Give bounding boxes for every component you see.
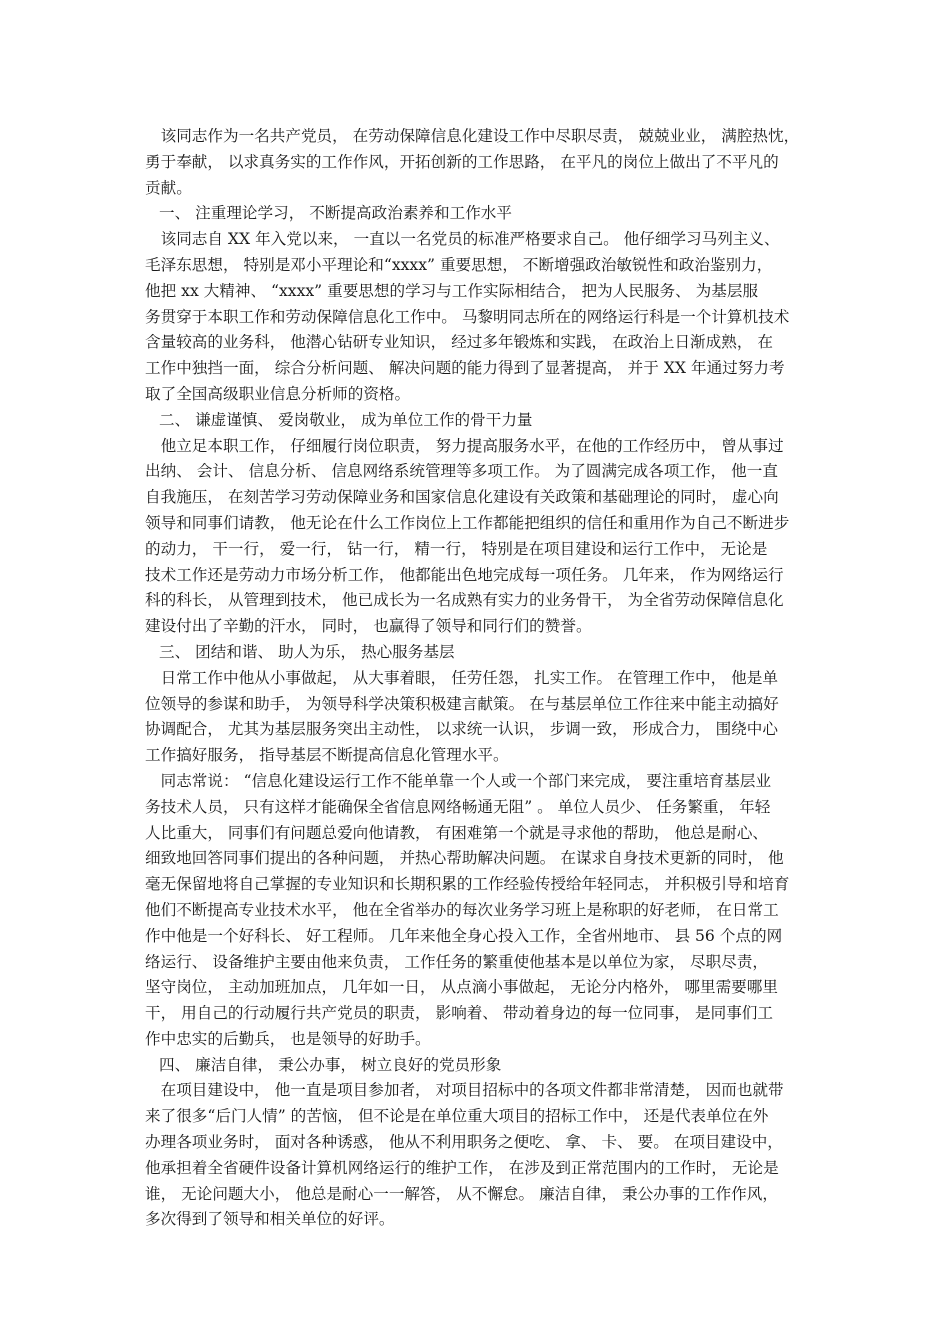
text-line: 他把 xx 大精神、 “xxxx” 重要思想的学习与工作实际相结合， 把为人民服务、 为基层服	[145, 281, 759, 300]
text-line: 贡献。	[145, 178, 192, 197]
text-line: 该同志作为一名共产党员， 在劳动保障信息化建设工作中尽职尽责， 兢兢业业， 满腔热忱，	[145, 127, 800, 145]
text-line: 科的科长， 从管理到技术， 他已成长为一名成熟有实力的业务骨干， 为全省劳动保障信息化	[145, 591, 784, 610]
text-line: 技术工作还是劳动力市场分析工作， 他都能出色地完成每一项任务。 几年来， 作为网络运行	[145, 565, 784, 584]
text-line: 干， 用自己的行动履行共产党员的职责， 影响着、 带动着身边的每一位同事， 是同事们工	[145, 1004, 773, 1023]
section-heading: 四、 廉洁自律， 秉公办事， 树立良好的党员形象	[159, 1055, 502, 1074]
text-line: 多次得到了领导和相关单位的好评。	[145, 1210, 395, 1229]
text-line: 人比重大， 同事们有问题总爱向他请教， 有困难第一个就是寻求他的帮助， 他总是耐心、	[145, 823, 769, 842]
text-line: 坚守岗位， 主动加班加点， 几年如一日， 从点滴小事做起， 无论分内格外， 哪里需要哪里	[145, 978, 778, 997]
section-heading: 一、 注重理论学习， 不断提高政治素养和工作水平	[159, 204, 512, 223]
text-line: 办理各项业务时， 面对各种诱惑， 他从不利用职务之便吃、 拿、 卡、 要。 在项目建设中，	[145, 1133, 783, 1152]
text-line: 取了全国高级职业信息分析师的资格。	[145, 384, 411, 403]
text-line: 领导和同事们请教， 他无论在什么工作岗位上工作都能把组织的信任和重用作为自己不断进步	[145, 513, 790, 532]
text-line: 作中他是一个好科长、 好工程师。 几年来他全身心投入工作，全省州地市、 县 56 个点的网	[145, 926, 783, 945]
text-line: 络运行、 设备维护主要由他来负责， 工作任务的繁重使他基本是以单位为家， 尽职尽责，	[145, 952, 769, 971]
text-line: 务技术人员， 只有这样才能确保全省信息网络畅通无阻” 。 单位人员少、 任务繁重， 年轻	[145, 797, 771, 816]
text-line: 毛泽东思想， 特别是邓小平理论和“xxxx” 重要思想， 不断增强政治敏锐性和政治鉴别力，	[145, 255, 773, 274]
text-line: 毫无保留地将自己掌握的专业知识和长期积累的工作经验传授给年轻同志， 并积极引导和培育	[145, 875, 790, 894]
text-line: 协调配合， 尤其为基层服务突出主动性， 以求统一认识， 步调一致， 形成合力， 围绕中心	[145, 720, 778, 739]
text-line: 在项目建设中， 他一直是项目参加者， 对项目招标中的各项文件都非常清楚， 因而也就带	[145, 1081, 784, 1100]
text-line: 他承担着全省硬件设备计算机网络运行的维护工作， 在涉及到正常范围内的工作时， 无论是	[145, 1158, 779, 1177]
text-line: 谁， 无论问题大小， 他总是耐心一一解答， 从不懈怠。 廉洁自律， 秉公办事的工作作风，	[145, 1184, 778, 1203]
text-line: 位领导的参谋和助手， 为领导科学决策积极建言献策。 在与基层单位工作往来中能主动搞好	[145, 694, 779, 713]
section-heading: 二、 谦虚谨慎、 爱岗敬业， 成为单位工作的骨干力量	[159, 410, 533, 429]
text-line: 的动力， 干一行， 爱一行， 钻一行， 精一行， 特别是在项目建设和运行工作中， 无论是	[145, 539, 768, 558]
text-line: 作中忠实的后勤兵， 也是领导的好助手。	[145, 1029, 431, 1048]
text-line: 建设付出了辛勤的汗水， 同时， 也赢得了领导和同行们的赞誉。	[145, 617, 592, 636]
text-line: 来了很多“后门人情” 的苦恼， 但不论是在单位重大项目的招标工作中， 还是代表单位在外	[145, 1107, 769, 1126]
text-line: 同志常说： “信息化建设运行工作不能单靠一个人或一个部门来完成， 要注重培育基层业	[145, 771, 772, 790]
text-line: 工作中独挡一面， 综合分析问题、 解决问题的能力得到了显著提高， 并于 XX 年通过努力考	[145, 359, 785, 378]
document-body	[145, 124, 810, 1233]
section-heading: 三、 团结和谐、 助人为乐， 热心服务基层	[159, 642, 455, 661]
text-line: 细致地回答同事们提出的各种问题， 并热心帮助解决问题。 在谋求自身技术更新的同时， 他	[145, 849, 784, 868]
text-line: 该同志自 XX 年入党以来， 一直以一名党员的标准严格要求自己。 他仔细学习马列主义、	[145, 230, 780, 249]
text-line: 勇于奉献， 以求真务实的工作作风，开拓创新的工作思路， 在平凡的岗位上做出了不平凡的	[145, 152, 779, 171]
text-line: 日常工作中他从小事做起， 从大事着眼， 任劳任怨， 扎实工作。 在管理工作中， 他是单	[145, 668, 778, 687]
text-line: 务贯穿于本职工作和劳动保障信息化工作中。 马黎明同志所在的网络运行科是一个计算机技术	[145, 307, 790, 326]
text-line: 自我施压， 在刻苦学习劳动保障业务和国家信息化建设有关政策和基础理论的同时， 虚心向	[145, 488, 779, 507]
text-line: 他立足本职工作， 仔细履行岗位职责， 努力提高服务水平，在他的工作经历中， 曾从事过	[145, 436, 784, 455]
text-line: 出纳、 会计、 信息分析、 信息网络系统管理等多项工作。 为了圆满完成各项工作， 他一直	[145, 462, 778, 481]
text-line: 工作搞好服务， 指导基层不断提高信息化管理水平。	[145, 746, 509, 765]
text-line: 含量较高的业务科， 他潜心钻研专业知识， 经过多年锻炼和实践， 在政治上日渐成熟， 在	[145, 333, 773, 352]
text-line: 他们不断提高专业技术水平， 他在全省举办的每次业务学习班上是称职的好老师， 在日常工	[145, 900, 779, 919]
